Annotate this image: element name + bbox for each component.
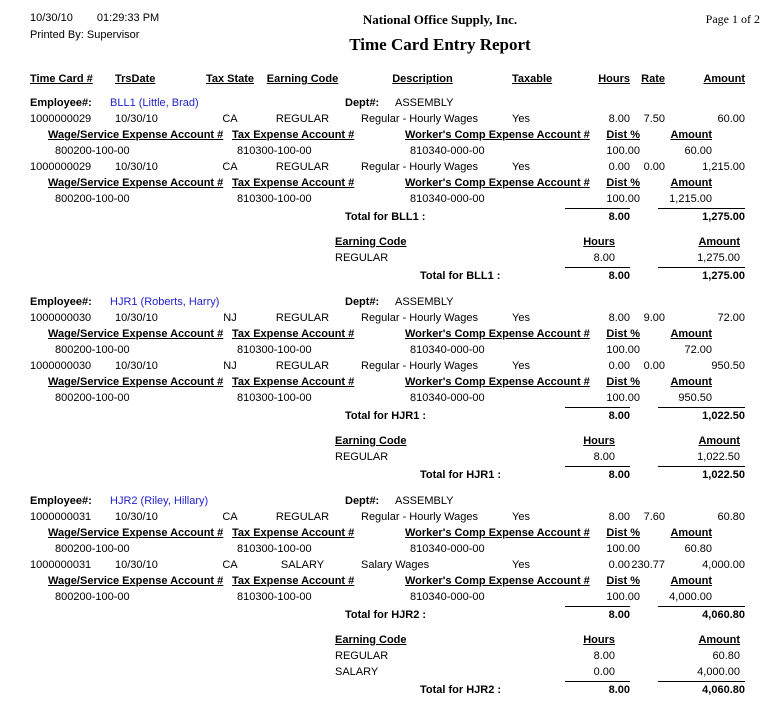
tax-account: 810300-100-00 <box>237 145 312 157</box>
tax-account: 810300-100-00 <box>237 543 312 555</box>
employee-header <box>30 493 760 509</box>
earning-summary-row <box>30 250 760 266</box>
col-dist-pct: Dist % <box>606 376 640 388</box>
expense-account-value-row <box>30 342 760 358</box>
company-name: National Office Supply, Inc. <box>362 12 518 27</box>
total-amount: 1,275.00 <box>658 208 745 223</box>
amount: 60.80 <box>717 511 745 523</box>
header-left <box>30 12 220 55</box>
summary-earning-code: REGULAR <box>335 252 389 264</box>
description: Regular - Hourly Wages <box>361 511 478 523</box>
time-card-number: 1000000029 <box>30 161 92 173</box>
header-right <box>660 12 760 55</box>
summary-amount: 1,275.00 <box>697 252 740 264</box>
tax-state: NJ <box>223 312 237 324</box>
timecard-detail-row <box>30 557 760 573</box>
earning-code: SALARY <box>280 559 325 571</box>
tax-state: CA <box>222 161 238 173</box>
amount: 1,215.00 <box>702 161 745 173</box>
summary-total-hours: 8.00 <box>565 681 630 696</box>
trs-date: 10/30/10 <box>115 312 158 324</box>
employee-section <box>30 493 760 700</box>
employee-label: Employee#: <box>30 97 92 109</box>
rate: 230.77 <box>631 559 665 571</box>
tax-state: CA <box>222 113 238 125</box>
dept-value: ASSEMBLY <box>395 495 454 507</box>
amount: 60.00 <box>717 113 745 125</box>
hours: 0.00 <box>608 360 630 372</box>
col-workers-comp-account: Worker's Comp Expense Account # <box>405 527 590 539</box>
dept-label: Dept#: <box>345 495 380 507</box>
time-card-number: 1000000030 <box>30 312 92 324</box>
wage-account: 800200-100-00 <box>55 145 130 157</box>
total-hours: 8.00 <box>565 606 630 621</box>
tax-account: 810300-100-00 <box>237 591 312 603</box>
col-tax-account: Tax Expense Account # <box>232 527 355 539</box>
col-summary-hours: Hours <box>583 435 615 447</box>
wage-account: 800200-100-00 <box>55 392 130 404</box>
dist-amount: 60.00 <box>684 145 712 157</box>
dept-label: Dept#: <box>345 296 380 308</box>
col-dist-pct: Dist % <box>606 527 640 539</box>
earning-summary-row <box>30 664 760 680</box>
print-date: 10/30/10 <box>30 12 73 24</box>
expense-account-value-row <box>30 143 760 159</box>
col-amount: Amount <box>703 73 745 85</box>
col-summary-amount: Amount <box>698 634 740 646</box>
col-dist-pct: Dist % <box>606 177 640 189</box>
total-hours: 8.00 <box>565 407 630 422</box>
earning-summary-row <box>30 449 760 465</box>
trs-date: 10/30/10 <box>115 559 158 571</box>
workers-comp-account: 810340-000-00 <box>410 145 485 157</box>
taxable: Yes <box>512 559 530 571</box>
total-label: Total for HJR1 : <box>345 410 427 422</box>
summary-total-label: Total for HJR1 : <box>420 469 502 481</box>
dept-value: ASSEMBLY <box>395 97 454 109</box>
col-dist-amount: Amount <box>670 575 712 587</box>
tax-state: CA <box>222 559 238 571</box>
workers-comp-account: 810340-000-00 <box>410 591 485 603</box>
earning-summary-header-row <box>30 632 760 648</box>
dist-pct: 100.00 <box>606 145 640 157</box>
employee-code: HJR2 (Riley, Hillary) <box>110 495 209 507</box>
employee-code: BLL1 (Little, Brad) <box>110 97 199 109</box>
col-trs-date: TrsDate <box>115 73 156 85</box>
wage-account: 800200-100-00 <box>55 591 130 603</box>
employee-total-row <box>30 606 760 625</box>
tax-state: CA <box>222 511 238 523</box>
hours: 0.00 <box>608 559 630 571</box>
col-tax-account: Tax Expense Account # <box>232 328 355 340</box>
expense-account-value-row <box>30 191 760 207</box>
col-wage-account: Wage/Service Expense Account # <box>48 376 224 388</box>
employee-header <box>30 294 760 310</box>
rate: 0.00 <box>643 161 665 173</box>
col-rate: Rate <box>641 73 665 85</box>
description: Regular - Hourly Wages <box>361 312 478 324</box>
summary-total-amount: 4,060.80 <box>658 681 745 696</box>
dist-pct: 100.00 <box>606 543 640 555</box>
expense-account-header-row <box>30 326 760 342</box>
amount: 72.00 <box>717 312 745 324</box>
earning-summary-header-row <box>30 234 760 250</box>
summary-amount: 4,000.00 <box>697 666 740 678</box>
col-earning-code: Earning Code <box>266 73 339 85</box>
total-amount: 1,022.50 <box>658 407 745 422</box>
expense-account-header-row <box>30 175 760 191</box>
expense-account-header-row <box>30 374 760 390</box>
wage-account: 800200-100-00 <box>55 543 130 555</box>
col-wage-account: Wage/Service Expense Account # <box>48 527 224 539</box>
employee-total-row <box>30 407 760 426</box>
summary-hours: 8.00 <box>593 650 615 662</box>
col-summary-hours: Hours <box>583 634 615 646</box>
total-hours: 8.00 <box>565 208 630 223</box>
summary-hours: 8.00 <box>593 252 615 264</box>
taxable: Yes <box>512 511 530 523</box>
col-summary-earning-code: Earning Code <box>335 236 407 248</box>
dist-amount: 4,000.00 <box>669 591 712 603</box>
col-summary-amount: Amount <box>698 435 740 447</box>
col-workers-comp-account: Worker's Comp Expense Account # <box>405 575 590 587</box>
printed-by-label: Printed By: <box>30 29 84 41</box>
col-summary-earning-code: Earning Code <box>335 634 407 646</box>
timecard-detail-row <box>30 111 760 127</box>
column-header-row <box>30 71 760 87</box>
summary-earning-code: REGULAR <box>335 451 389 463</box>
employee-header <box>30 95 760 111</box>
time-card-number: 1000000029 <box>30 113 92 125</box>
taxable: Yes <box>512 360 530 372</box>
col-workers-comp-account: Worker's Comp Expense Account # <box>405 177 590 189</box>
taxable: Yes <box>512 113 530 125</box>
employee-total-row <box>30 208 760 227</box>
earning-code: REGULAR <box>275 511 330 523</box>
amount: 950.50 <box>711 360 745 372</box>
summary-amount: 60.80 <box>712 650 740 662</box>
col-taxable: Taxable <box>512 73 553 85</box>
col-dist-amount: Amount <box>670 527 712 539</box>
workers-comp-account: 810340-000-00 <box>410 392 485 404</box>
earning-summary-header-row <box>30 433 760 449</box>
expense-account-value-row <box>30 390 760 406</box>
col-dist-amount: Amount <box>670 376 712 388</box>
summary-total-amount: 1,275.00 <box>658 267 745 282</box>
summary-total-hours: 8.00 <box>565 267 630 282</box>
dist-amount: 1,215.00 <box>669 193 712 205</box>
col-summary-hours: Hours <box>583 236 615 248</box>
workers-comp-account: 810340-000-00 <box>410 543 485 555</box>
summary-total-amount: 1,022.50 <box>658 466 745 481</box>
col-dist-amount: Amount <box>670 177 712 189</box>
col-workers-comp-account: Worker's Comp Expense Account # <box>405 328 590 340</box>
dist-amount: 950.50 <box>678 392 712 404</box>
printed-by-value: Supervisor <box>86 29 140 41</box>
rate: 7.50 <box>643 113 665 125</box>
trs-date: 10/30/10 <box>115 360 158 372</box>
trs-date: 10/30/10 <box>115 511 158 523</box>
total-label: Total for BLL1 : <box>345 211 426 223</box>
taxable: Yes <box>512 161 530 173</box>
employee-label: Employee#: <box>30 495 92 507</box>
employee-code: HJR1 (Roberts, Harry) <box>110 296 220 308</box>
col-dist-pct: Dist % <box>606 328 640 340</box>
time-card-number: 1000000031 <box>30 511 92 523</box>
summary-total-label: Total for HJR2 : <box>420 684 502 696</box>
earning-summary-total-row <box>30 681 760 700</box>
employee-label: Employee#: <box>30 296 92 308</box>
dist-amount: 72.00 <box>684 344 712 356</box>
report-header <box>30 12 760 55</box>
tax-account: 810300-100-00 <box>237 392 312 404</box>
dist-pct: 100.00 <box>606 392 640 404</box>
summary-total-label: Total for BLL1 : <box>420 270 501 282</box>
hours: 8.00 <box>608 113 630 125</box>
col-time-card: Time Card # <box>30 73 93 85</box>
col-dist-amount: Amount <box>670 328 712 340</box>
workers-comp-account: 810340-000-00 <box>410 193 485 205</box>
col-workers-comp-account: Worker's Comp Expense Account # <box>405 129 590 141</box>
timecard-detail-row <box>30 310 760 326</box>
col-tax-account: Tax Expense Account # <box>232 376 355 388</box>
earning-summary-row <box>30 648 760 664</box>
dist-pct: 100.00 <box>606 591 640 603</box>
description: Regular - Hourly Wages <box>361 113 478 125</box>
earning-code: REGULAR <box>275 161 330 173</box>
employee-section <box>30 294 760 485</box>
hours: 8.00 <box>608 312 630 324</box>
timecard-detail-row <box>30 358 760 374</box>
time-card-number: 1000000031 <box>30 559 92 571</box>
col-summary-amount: Amount <box>698 236 740 248</box>
summary-hours: 0.00 <box>593 666 615 678</box>
description: Salary Wages <box>361 559 430 571</box>
workers-comp-account: 810340-000-00 <box>410 344 485 356</box>
employee-section <box>30 95 760 286</box>
summary-earning-code: REGULAR <box>335 650 389 662</box>
tax-account: 810300-100-00 <box>237 193 312 205</box>
col-summary-earning-code: Earning Code <box>335 435 407 447</box>
col-wage-account: Wage/Service Expense Account # <box>48 575 224 587</box>
dist-pct: 100.00 <box>606 193 640 205</box>
earning-code: REGULAR <box>275 113 330 125</box>
earning-summary-total-row <box>30 466 760 485</box>
tax-state: NJ <box>223 360 237 372</box>
col-wage-account: Wage/Service Expense Account # <box>48 129 224 141</box>
col-dist-pct: Dist % <box>606 129 640 141</box>
earning-summary-total-row <box>30 267 760 286</box>
rate: 0.00 <box>643 360 665 372</box>
col-workers-comp-account: Worker's Comp Expense Account # <box>405 376 590 388</box>
summary-hours: 8.00 <box>593 451 615 463</box>
col-tax-account: Tax Expense Account # <box>232 177 355 189</box>
col-wage-account: Wage/Service Expense Account # <box>48 328 224 340</box>
description: Regular - Hourly Wages <box>361 360 478 372</box>
wage-account: 800200-100-00 <box>55 193 130 205</box>
hours: 0.00 <box>608 161 630 173</box>
expense-account-header-row <box>30 127 760 143</box>
col-tax-account: Tax Expense Account # <box>232 129 355 141</box>
col-wage-account: Wage/Service Expense Account # <box>48 177 224 189</box>
header-center <box>220 12 660 55</box>
col-dist-amount: Amount <box>670 129 712 141</box>
print-time: 01:29:33 PM <box>96 12 160 24</box>
expense-account-value-row <box>30 541 760 557</box>
hours: 8.00 <box>608 511 630 523</box>
expense-account-header-row <box>30 525 760 541</box>
expense-account-header-row <box>30 573 760 589</box>
summary-earning-code: SALARY <box>335 666 379 678</box>
col-dist-pct: Dist % <box>606 575 640 587</box>
col-tax-account: Tax Expense Account # <box>232 575 355 587</box>
page-indicator: Page 1 of 2 <box>705 12 760 26</box>
earning-code: REGULAR <box>275 360 330 372</box>
col-tax-state: Tax State <box>205 73 255 85</box>
trs-date: 10/30/10 <box>115 113 158 125</box>
tax-account: 810300-100-00 <box>237 344 312 356</box>
timecard-detail-row <box>30 159 760 175</box>
summary-total-hours: 8.00 <box>565 466 630 481</box>
summary-amount: 1,022.50 <box>697 451 740 463</box>
wage-account: 800200-100-00 <box>55 344 130 356</box>
amount: 4,000.00 <box>702 559 745 571</box>
dept-label: Dept#: <box>345 97 380 109</box>
total-label: Total for HJR2 : <box>345 609 427 621</box>
trs-date: 10/30/10 <box>115 161 158 173</box>
earning-code: REGULAR <box>275 312 330 324</box>
dist-amount: 60.80 <box>684 543 712 555</box>
time-card-number: 1000000030 <box>30 360 92 372</box>
dept-value: ASSEMBLY <box>395 296 454 308</box>
expense-account-value-row <box>30 589 760 605</box>
report-title: Time Card Entry Report <box>349 35 531 54</box>
rate: 9.00 <box>643 312 665 324</box>
col-description: Description <box>392 73 453 85</box>
dist-pct: 100.00 <box>606 344 640 356</box>
col-hours: Hours <box>598 73 630 85</box>
timecard-detail-row <box>30 509 760 525</box>
rate: 7.60 <box>643 511 665 523</box>
description: Regular - Hourly Wages <box>361 161 478 173</box>
total-amount: 4,060.80 <box>658 606 745 621</box>
taxable: Yes <box>512 312 530 324</box>
